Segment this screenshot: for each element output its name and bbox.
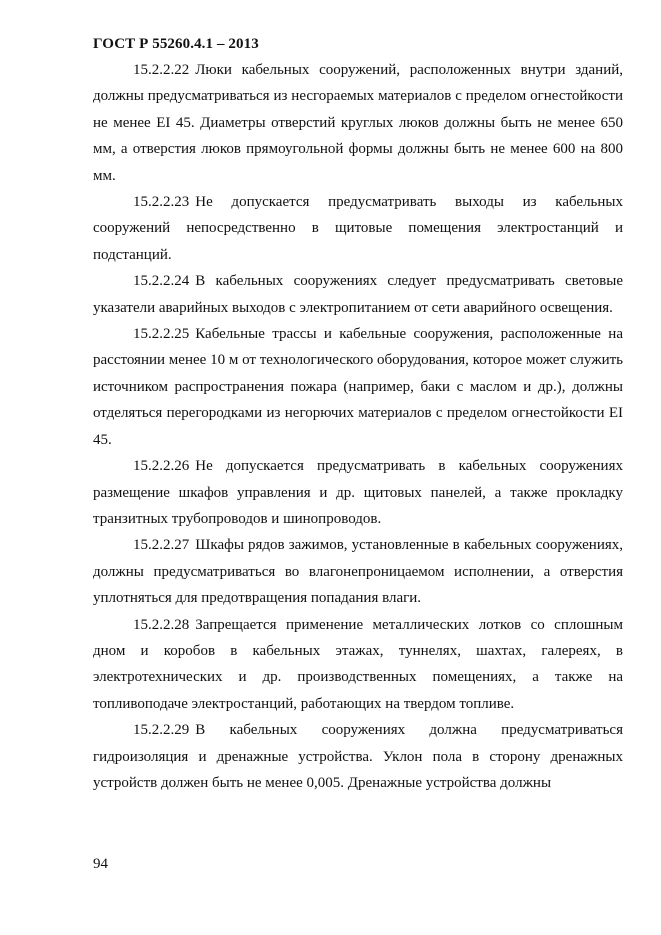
clause-number: 15.2.2.24 (133, 273, 190, 290)
clause-number: 15.2.2.25 (133, 326, 190, 343)
paragraph-15-2-2-25 (93, 321, 623, 453)
paragraph-text: Не допускается предусматривать в кабельных сооружениях размещение шкафов управления и др. щитовых панелей, а также прокладку транзитных трубопроводов и шинопроводов. (93, 458, 623, 527)
paragraph-text: Запрещается применение металлических лотков со сплошным дном и коробов в кабельных этажах, туннелях, шахтах, галереях, в электротехнических и др. производственных помещениях, а также на топливоподаче электростанций, работающих на твердом топливе. (93, 616, 623, 712)
paragraph-text: Люки кабельных сооружений, расположенных внутри зданий, должны предусматриваться из несгораемых материалов с пределом огнестойкости не менее EI 45. Диаметры отверстий круглых люков должны быть не менее 650 мм, а отверстия люков прямоугольной формы должны быть не менее 600 на 800 мм. (93, 62, 623, 184)
clause-number: 15.2.2.23 (133, 194, 190, 211)
paragraph-15-2-2-27 (93, 532, 623, 611)
paragraph-text: Не допускается предусматривать выходы из кабельных сооружений непосредственно в щитовые помещения электростанций и подстанций. (93, 194, 623, 263)
paragraph-text: В кабельных сооружениях должна предусматриваться гидроизоляция и дренажные устройства. Уклон пола в сторону дренажных устройств должен быть не менее 0,005. Дренажные устройства должны (93, 722, 623, 791)
paragraph-text: Кабельные трассы и кабельные сооружения, расположенные на расстоянии менее 10 м от технологического оборудования, которое может служить источником распространения пожара (например, баки с маслом и др.), должны отделяться перегородками из негорючих материалов с пределом огнестойкости EI 45. (93, 326, 623, 448)
paragraph-text: Шкафы рядов зажимов, установленные в кабельных сооружениях, должны предусматриваться во влагонепроницаемом исполнении, а отверстия уплотняться для предотвращения попадания влаги. (93, 537, 623, 607)
clause-number: 15.2.2.26 (133, 458, 190, 475)
paragraph-15-2-2-26 (93, 453, 623, 532)
clause-number: 15.2.2.28 (133, 616, 190, 633)
paragraph-15-2-2-23 (93, 189, 623, 268)
page-number: 94 (93, 856, 108, 872)
paragraph-15-2-2-22 (93, 57, 623, 189)
clause-number: 15.2.2.22 (133, 62, 190, 78)
clause-number: 15.2.2.27 (133, 537, 190, 554)
paragraph-15-2-2-29 (93, 717, 623, 796)
document-body (93, 57, 623, 796)
document-header: ГОСТ Р 55260.4.1 – 2013 (93, 36, 259, 52)
paragraph-text: В кабельных сооружениях следует предусматривать световые указатели аварийных выходов с электропитанием от сети аварийного освещения. (93, 273, 623, 316)
clause-number: 15.2.2.29 (133, 722, 190, 739)
paragraph-15-2-2-24 (93, 268, 623, 321)
paragraph-15-2-2-28 (93, 612, 623, 718)
